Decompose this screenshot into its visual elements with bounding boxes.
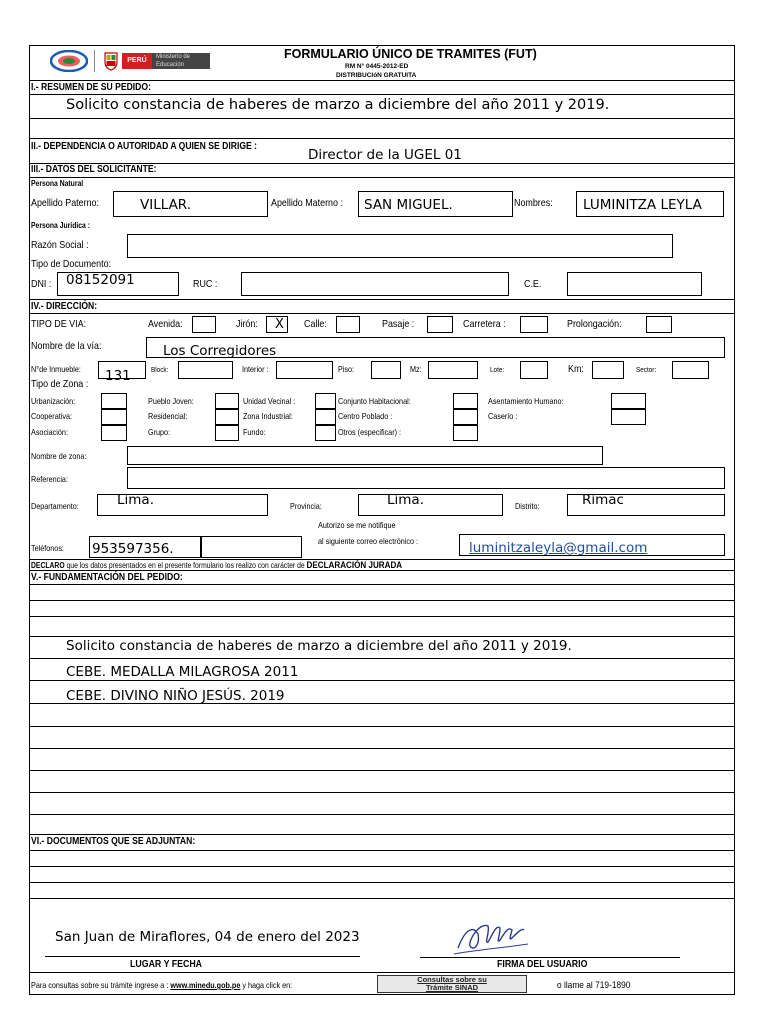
section5-title: V.- FUNDAMENTACIÓN DEL PEDIDO:	[31, 572, 183, 583]
zona-cooperativa-checkbox[interactable]	[101, 409, 127, 425]
telefono-value: 953597356.	[92, 541, 174, 557]
divider	[29, 118, 735, 119]
dni-label: DNI :	[31, 278, 52, 290]
ruled-line	[29, 850, 735, 851]
zona-conjunto-habitacional-checkbox[interactable]	[453, 393, 478, 409]
ruled-line	[29, 882, 735, 883]
nombre-zona-label: Nombre de zona:	[31, 451, 87, 461]
consult-suffix: y haga click en:	[240, 980, 293, 990]
section4-title: IV.- DIRECCIÓN:	[31, 301, 98, 312]
via-prolongacion-label: Prolongación:	[567, 318, 622, 330]
ruled-line	[29, 898, 735, 899]
minedu-logo-icon	[50, 50, 88, 72]
zona-grupo-checkbox[interactable]	[215, 425, 239, 441]
ruled-line	[29, 726, 735, 727]
ruc-field[interactable]	[241, 272, 509, 296]
fundamentacion-line-2[interactable]: CEBE. MEDALLA MILAGROSA 2011	[66, 664, 299, 680]
zona-urbanizacion-checkbox[interactable]	[101, 393, 127, 409]
ministry-badge	[152, 53, 210, 69]
via-calle-checkbox[interactable]	[336, 316, 360, 333]
place-date-line	[45, 956, 360, 957]
zona-asociacion-checkbox[interactable]	[101, 425, 127, 441]
zona-fundo-label: Fundo:	[243, 427, 266, 437]
apellido-paterno-label: Apellido Paterno:	[31, 197, 99, 209]
ruled-line	[29, 834, 735, 835]
ruled-line	[29, 814, 735, 815]
km-label: Km:	[568, 363, 584, 375]
distrito-label: Distrito:	[515, 501, 540, 511]
piso-label: Piso:	[338, 364, 355, 374]
interior-field[interactable]	[276, 361, 333, 379]
section3-title: III.- DATOS DEL SOLICITANTE:	[31, 164, 157, 175]
via-jiron-label: Jirón:	[236, 318, 258, 330]
via-calle-label: Calle:	[304, 318, 327, 330]
signature-line	[420, 957, 680, 958]
apellido-paterno-value: VILLAR.	[140, 197, 191, 213]
ruled-line	[29, 658, 735, 659]
divider	[29, 299, 735, 300]
n-inmueble-value: 131	[105, 368, 131, 384]
minedu-link[interactable]: www.minedu.gob.pe	[170, 980, 241, 990]
piso-field[interactable]	[371, 361, 401, 379]
zona-cooperativa-label: Cooperativa:	[31, 411, 72, 421]
persona-juridica-label: Persona Jurídica :	[31, 221, 90, 230]
tipo-zona-label: Tipo de Zona :	[31, 378, 89, 390]
apellido-materno-value: SAN MIGUEL.	[364, 197, 453, 213]
via-carretera-checkbox[interactable]	[520, 316, 548, 333]
block-label: Block:	[151, 365, 169, 374]
razon-social-label: Razón Social :	[31, 239, 89, 251]
section6-title: VI.- DOCUMENTOS QUE SE ADJUNTAN:	[31, 836, 196, 847]
sector-field[interactable]	[672, 361, 709, 379]
zona-unidad-vecinal-checkbox[interactable]	[315, 393, 336, 409]
declaration-jurada: DECLARACIÓN JURADA	[306, 560, 403, 571]
peru-logo-text: PERÚ	[127, 57, 147, 64]
divider	[29, 177, 735, 178]
block-field[interactable]	[178, 361, 233, 379]
peru-logo-badge	[122, 53, 152, 69]
sinad-button[interactable]	[377, 975, 527, 993]
divider	[29, 972, 735, 973]
departamento-label: Departamento:	[31, 501, 79, 511]
ruled-line	[29, 584, 735, 585]
signature-icon	[450, 914, 530, 958]
km-field[interactable]	[592, 361, 624, 379]
nombre-zona-field[interactable]	[127, 446, 603, 465]
zona-asentamiento-humano-checkbox[interactable]	[611, 393, 646, 409]
via-avenida-checkbox[interactable]	[192, 316, 216, 333]
lote-field[interactable]	[520, 361, 548, 379]
section2-title: II.- DEPENDENCIA O AUTORIDAD A QUIEN SE DIRIGE :	[31, 141, 258, 152]
ruled-line	[29, 616, 735, 617]
consult-prefix: Para consultas sobre su trámite ingrese a :	[31, 980, 171, 990]
telefono-field-2[interactable]	[201, 536, 302, 558]
phone-text: o llame al 719-1890	[557, 980, 631, 991]
mz-field[interactable]	[428, 361, 478, 379]
distrito-value: Rimac	[582, 492, 624, 508]
ruled-line	[29, 600, 735, 601]
declaration-prefix: DECLARO	[31, 561, 65, 570]
zona-otros-checkbox[interactable]	[453, 425, 478, 441]
apellido-materno-label: Apellido Materno :	[271, 197, 343, 209]
telefonos-label-text: Teléfonos:	[31, 543, 64, 553]
provincia-label: Provincia:	[290, 501, 322, 511]
zona-grupo-label: Grupo:	[148, 427, 171, 437]
zona-pueblo-joven-checkbox[interactable]	[215, 393, 239, 409]
ruled-line	[29, 680, 735, 681]
nombre-via-value: Los Corregidores	[163, 343, 277, 359]
authority-value[interactable]: Director de la UGEL 01	[308, 147, 462, 163]
zona-centro-poblado-checkbox[interactable]	[453, 409, 478, 425]
zona-residencial-checkbox[interactable]	[215, 409, 239, 425]
provincia-field[interactable]	[358, 494, 503, 516]
departamento-value: Lima.	[117, 492, 154, 508]
divider	[29, 138, 735, 139]
rm-number: RM N° 0445-2012-ED	[345, 63, 409, 70]
declaration-body: que los datos presentados en el presente formulario los realizo con carácter de	[64, 561, 307, 570]
via-carretera-label: Carretera :	[463, 318, 506, 330]
consult-text	[31, 980, 292, 990]
ministry-text: Ministerio de Educación	[156, 54, 191, 68]
divider	[29, 313, 735, 314]
via-prolongacion-checkbox[interactable]	[646, 316, 672, 333]
tipo-documento-label: Tipo de Documento:	[31, 258, 112, 270]
interior-label: Interior :	[242, 364, 269, 374]
distribution-note: DISTRIBUCIóN GRATUITA	[336, 72, 417, 79]
referencia-label: Referencia:	[31, 474, 68, 484]
email-value: luminitzaleyla@gmail.com	[469, 540, 648, 556]
dni-value: 08152091	[66, 272, 135, 288]
persona-natural-label: Persona Natural	[31, 179, 84, 188]
ruled-line	[29, 748, 735, 749]
razon-social-field[interactable]	[127, 234, 673, 258]
zona-caserio-checkbox[interactable]	[611, 409, 646, 425]
place-date-value[interactable]: San Juan de Miraflores, 04 de enero del 2023	[55, 929, 360, 945]
mz-label: Mz:	[410, 364, 422, 374]
sinad-line-1: Consultas sobre su	[417, 975, 487, 984]
zona-residencial-label: Residencial:	[148, 411, 188, 421]
fundamentacion-line-1[interactable]: Solicito constancia de haberes de marzo a diciembre del año 2011 y 2019.	[66, 638, 572, 654]
request-summary-value[interactable]: Solicito constancia de haberes de marzo a diciembre del año 2011 y 2019.	[66, 97, 610, 113]
zona-pueblo-joven-label: Pueblo Joven:	[148, 396, 194, 406]
divider	[29, 80, 735, 81]
tipo-via-label: TIPO DE VIA:	[31, 318, 87, 330]
form-title: FORMULARIO ÚNICO DE TRAMITES (FUT)	[284, 47, 537, 61]
via-pasaje-checkbox[interactable]	[427, 316, 453, 333]
provincia-value: Lima.	[387, 492, 424, 508]
zona-otros-label: Otros (especificar) :	[338, 427, 402, 437]
zona-unidad-vecinal-label: Unidad Vecinal :	[243, 396, 296, 406]
ce-field[interactable]	[567, 272, 702, 296]
lugar-fecha-label: LUGAR Y FECHA	[130, 959, 203, 970]
via-jiron-mark: X	[275, 317, 284, 332]
peru-shield-icon	[103, 51, 119, 71]
zona-industrial-checkbox[interactable]	[315, 409, 336, 425]
zona-centro-poblado-label: Centro Poblado :	[338, 411, 393, 421]
zona-asociacion-label: Asociación:	[31, 427, 68, 437]
ruled-line	[29, 866, 735, 867]
referencia-field[interactable]	[127, 467, 725, 489]
ruled-line	[29, 636, 735, 637]
firma-label: FIRMA DEL USUARIO	[497, 959, 588, 970]
autorizo-text-1: Autorizo se me notifique	[318, 520, 396, 530]
zona-industrial-label: Zona Industrial:	[243, 411, 293, 421]
via-avenida-label: Avenida:	[148, 318, 183, 330]
ruled-line	[29, 770, 735, 771]
zona-fundo-checkbox[interactable]	[315, 425, 336, 441]
autorizo-text-2: al siguiente correo electrónico :	[318, 536, 419, 546]
nombres-value: LUMINITZA LEYLA	[583, 197, 702, 213]
zona-urbanizacion-label: Urbanización:	[31, 396, 76, 406]
ruc-label: RUC :	[193, 278, 218, 290]
fundamentacion-line-3[interactable]: CEBE. DIVINO NIÑO JESÚS. 2019	[66, 688, 285, 704]
sinad-line-2: Trámite SINAD	[425, 983, 479, 992]
ruled-line	[29, 792, 735, 793]
nombre-via-label: Nombre de la vía:	[31, 340, 102, 352]
nombres-label: Nombres:	[514, 197, 553, 209]
logo-divider	[94, 50, 95, 72]
via-pasaje-label: Pasaje :	[382, 318, 415, 330]
zona-caserio-label: Caserío :	[488, 411, 518, 421]
ce-label: C.E.	[524, 278, 542, 290]
zona-conjunto-habitacional-label: Conjunto Habitacional:	[338, 396, 411, 406]
divider	[29, 94, 735, 95]
sector-label: Sector:	[636, 365, 657, 374]
zona-asentamiento-humano-label: Asentamiento Humano:	[488, 396, 564, 406]
divider	[29, 570, 735, 571]
n-inmueble-label: N°de Inmueble:	[31, 364, 81, 374]
section1-title: I.- RESUMEN DE SU PEDIDO:	[31, 82, 151, 93]
lote-label: Lote:	[490, 365, 505, 374]
